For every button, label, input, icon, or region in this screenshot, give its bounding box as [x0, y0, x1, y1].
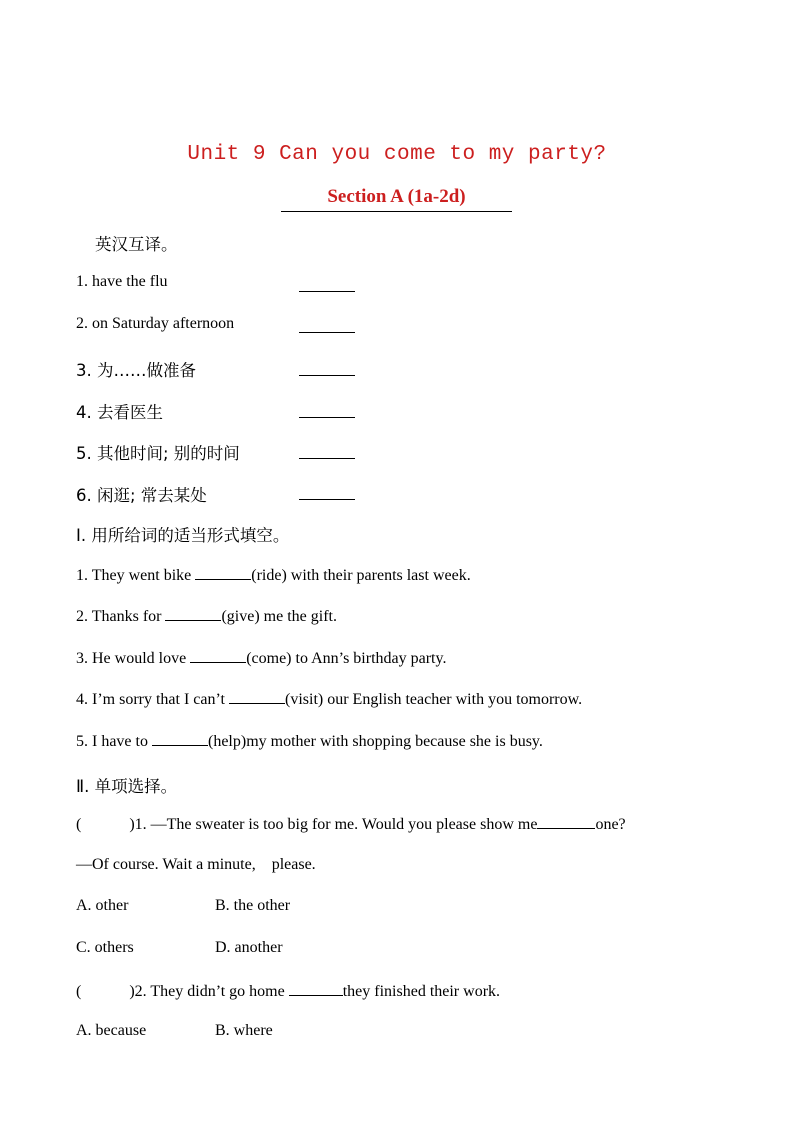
fill-item-1-pre: 1. They went bike [76, 567, 196, 584]
translation-item-2: 2. on Saturday afternoon [76, 315, 235, 332]
q2-text-post: they finished their work. [342, 983, 501, 1000]
section-subtitle-wrap [281, 186, 512, 212]
fill-item-3-pre: 3. He would love [76, 650, 191, 667]
fill-item-2-pre: 2. Thanks for [76, 608, 166, 625]
q1-text-post: one? [595, 816, 626, 833]
part2-heading: Ⅱ. 单项选择。 [76, 777, 178, 796]
fill-blank-5[interactable] [152, 731, 208, 746]
answer-blank-3[interactable] [299, 375, 355, 376]
answer-blank-5[interactable] [299, 458, 355, 459]
page-title: Unit 9 Can you come to my party? [187, 143, 607, 166]
fill-blank-2[interactable] [165, 606, 221, 621]
fill-item-4-pre: 4. I’m sorry that I can’t [76, 691, 229, 708]
translation-item-6: 6. 闲逛; 常去某处 [76, 486, 207, 505]
q2-blank[interactable] [289, 981, 343, 996]
fill-item-3 [76, 648, 446, 668]
fill-item-5-post: (help)my mother with shopping because she is busy. [207, 733, 543, 750]
q2-answer-open-paren: ( [76, 983, 82, 1000]
fill-item-4 [76, 689, 582, 709]
translation-item-4: 4. 去看医生 [76, 403, 163, 422]
translation-instruction: 英汉互译。 [95, 235, 178, 254]
fill-blank-4[interactable] [229, 689, 285, 704]
q1-option-d[interactable]: D. another [215, 939, 283, 956]
translation-item-1: 1. have the flu [76, 273, 168, 290]
choice-question-1 [76, 814, 626, 834]
q1-option-b[interactable]: B. the other [215, 897, 291, 914]
choice-question-2 [76, 981, 500, 1001]
fill-item-5 [76, 731, 543, 751]
fill-item-2 [76, 606, 337, 626]
q1-text-pre: 1. —The sweater is too big for me. Would you please show me [134, 816, 538, 833]
answer-blank-6[interactable] [299, 499, 355, 500]
answer-blank-1[interactable] [299, 291, 355, 292]
translation-item-3: 3. 为……做准备 [76, 361, 196, 380]
q2-answer-close-paren: ) [129, 983, 135, 1000]
fill-blank-3[interactable] [190, 648, 246, 663]
fill-blank-1[interactable] [195, 565, 251, 580]
answer-blank-2[interactable] [299, 332, 355, 333]
q2-text-pre: 2. They didn’t go home [134, 983, 289, 1000]
translation-item-5: 5. 其他时间; 别的时间 [76, 444, 240, 463]
fill-item-5-pre: 5. I have to [76, 733, 152, 750]
fill-item-1-post: (ride) with their parents last week. [251, 567, 471, 584]
fill-item-2-post: (give) me the gift. [221, 608, 337, 625]
q1-answer-close-paren: ) [129, 816, 135, 833]
q2-option-a[interactable]: A. because [76, 1022, 147, 1039]
fill-item-1 [76, 565, 471, 585]
q1-blank[interactable] [537, 814, 595, 829]
fill-item-3-post: (come) to Ann’s birthday party. [246, 650, 447, 667]
q2-option-b[interactable]: B. where [215, 1022, 273, 1039]
q1-reply: —Of course. Wait a minute, please. [76, 856, 316, 873]
section-subtitle: Section A (1a-2d) [327, 186, 466, 207]
q1-option-c[interactable]: C. others [76, 939, 134, 956]
q1-answer-open-paren: ( [76, 816, 82, 833]
q1-option-a[interactable]: A. other [76, 897, 129, 914]
part1-heading: Ⅰ. 用所给词的适当形式填空。 [76, 526, 290, 545]
answer-blank-4[interactable] [299, 417, 355, 418]
fill-item-4-post: (visit) our English teacher with you tomorrow. [285, 691, 583, 708]
